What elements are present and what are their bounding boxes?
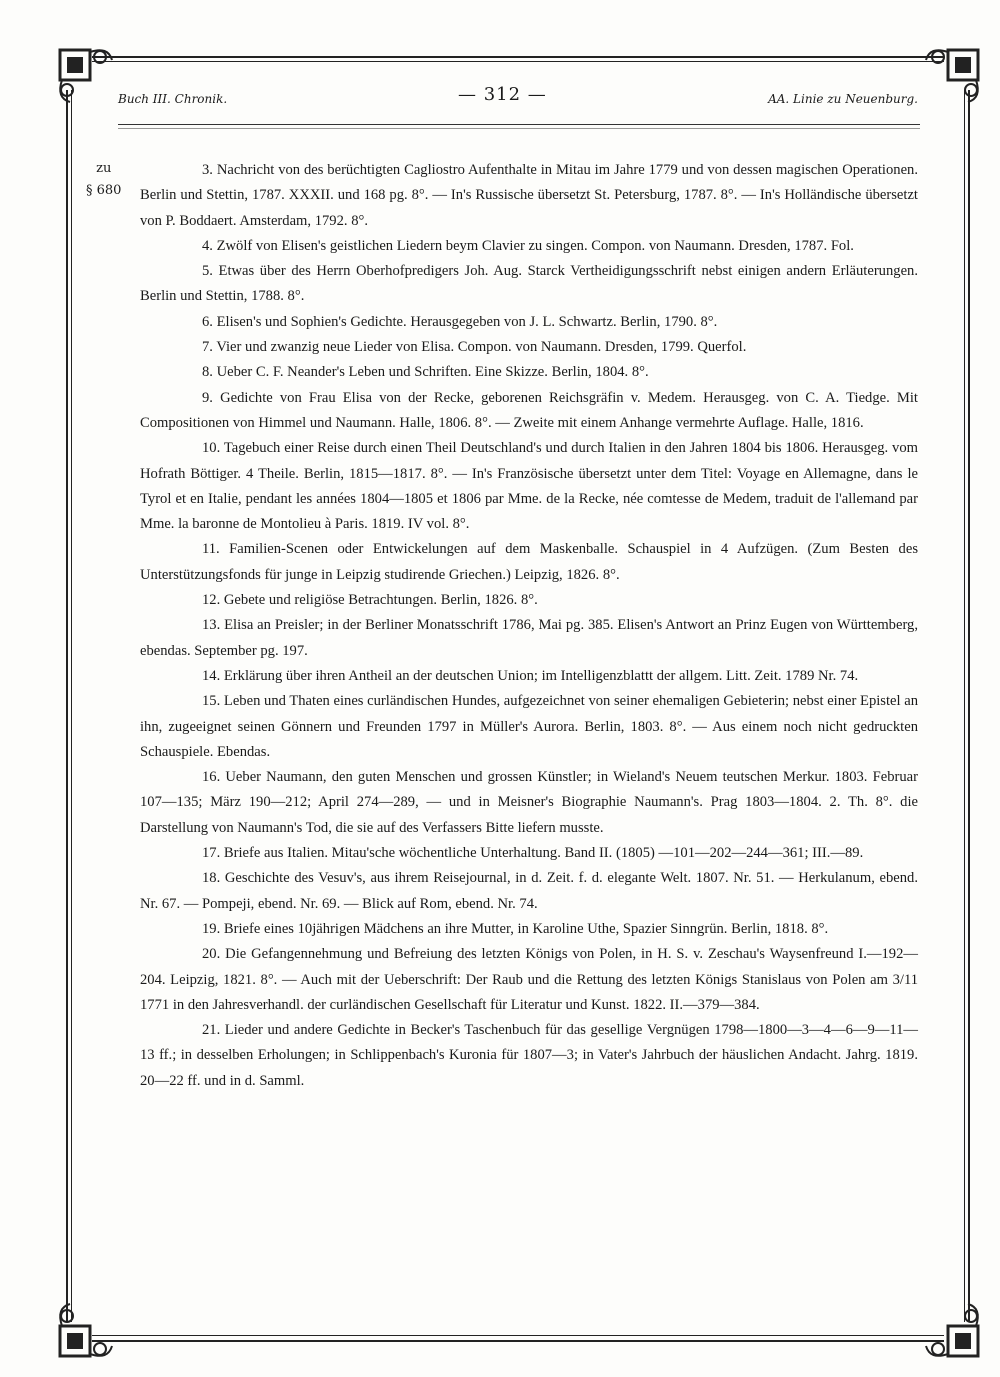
page-number: — 312 — (458, 84, 547, 105)
entry-12: 12. Gebete und religiöse Betrachtungen. Berlin, 1826. 8°. (202, 592, 538, 609)
corner-ornament-top-right-icon (924, 42, 986, 104)
entry-15: 15. Leben und Thaten eines curländischen Hundes, aufgezeichnet von seiner ehemaligen Gebieterin; nebst einer Epistel an ihn, zugeeignet seinen Gönnern und Freunden 1797 in Müller's Aurora. Berlin, 1803. 8°. — Aus einem noch nicht gedruckten Schauspiele. Ebendas. (140, 693, 918, 760)
entry-11: 11. Familien-Scenen oder Entwickelungen auf dem Maskenballe. Schauspiel in 4 Aufzügen. (Zum Besten des Unterstützungsfonds für junge in Leipzig studirende Griechen.) Leipzig, 1826. 8°. (140, 541, 918, 583)
frame-bottom-line (92, 1340, 944, 1342)
entry-10: 10. Tagebuch einer Reise durch einen Theil Deutschland's und durch Italien in den Jahren 1804 bis 1806. Herausgeg. vom Hofrath Böttiger. 4 Theile. Berlin, 1815—1817. 8°. — In's Französische übersetzt unter dem Titel: Voyage en Allemagne, dans le Tyrol et en Italie, pendant les années 1804—1805 et 1806 par Mme. de la Recke, née comtesse de Medem, traduit de l'allemand par Mme. la baronne de Montolieu à Paris. 1819. IV vol. 8°. (140, 440, 918, 533)
entry-13: 13. Elisa an Preisler; in der Berliner Monatsschrift 1786, Mai pg. 385. Elisen's Antwort an Prinz Eugen von Württemberg, ebendas. September pg. 197. (140, 617, 918, 659)
entry-8: 8. Ueber C. F. Neander's Leben und Schriften. Eine Skizze. Berlin, 1804. 8°. (202, 364, 649, 381)
running-header (118, 84, 918, 112)
header-rule-thin (118, 128, 920, 129)
corner-ornament-top-left-icon (52, 42, 114, 104)
margin-note (86, 158, 121, 202)
entry-19: 19. Briefe eines 10jährigen Mädchens an ihre Mutter, in Karoline Uthe, Spazier Sinngrün. Berlin, 1818. 8°. (202, 920, 829, 937)
entry-14: 14. Erklärung über ihren Antheil an der deutschen Union; im Intelligenzblattt der allgem. Litt. Zeit. 1789 Nr. 74. (202, 667, 859, 684)
frame-bottom-line-inner (92, 1335, 944, 1336)
header-book-chronicle: Buch III. Chronik. (118, 92, 228, 106)
entry-16: 16. Ueber Naumann, den guten Menschen und grossen Künstler; in Wieland's Neuem teutschen Merkur. 1803. Februar 107—135; März 190—212; April 274—289, — und in Meisner's Biographie Naumann's. Prag 1803—1804. 2. Th. 8°. die Darstellung von Naumann's Tod, die sie auf des Verfassers Bitte liefern musste. (140, 769, 918, 836)
entry-20: 20. Die Gefangennehmung und Befreiung des letzten Königs von Polen, in H. S. v. Zeschau's Waysenfreund I.—192—204. Leipzig, 1821. 8°. — Auch mit der Ueberschrift: Der Raub und die Rettung des letzten Königs Stanislaus von Polen am 3/11 1771 in den Jahresverhandl. der curländischen Gesellschaft für Literatur und Kunst. 1822. II.—379—384. (140, 946, 918, 1013)
frame-left-line (66, 90, 68, 1322)
entry-3: 3. Nachricht von des berüchtigten Cagliostro Aufenthalte in Mitau im Jahre 1779 und von dessen magischen Operationen. Berlin und Stettin, 1787. XXXII. und 168 pg. 8°. — In's Russische übersetzt St. Petersburg, 1787. 8°. — In's Holländische übersetzt von P. Boddaert. Amsterdam, 1792. 8°. (140, 162, 918, 229)
entry-18: 18. Geschichte des Vesuv's, aus ihrem Reisejournal, in d. Zeit. f. d. elegante Welt. 1807. Nr. 51. — Herkulanum, ebend. Nr. 67. — Pompeji, ebend. Nr. 69. — Blick auf Rom, ebend. Nr. 74. (140, 870, 918, 912)
entry-9: 9. Gedichte von Frau Elisa von der Recke, geborenen Reichsgräfin v. Medem. Herausgeg. von C. A. Tiedge. Mit Compositionen von Himmel und Naumann. Halle, 1806. 8°. — Zweite mit einem Anhange vermehrte Auflage. Halle, 1816. (140, 389, 918, 431)
margin-note-zu: zu (96, 161, 112, 176)
header-lineage: AA. Linie zu Neuenburg. (768, 92, 918, 106)
entry-6: 6. Elisen's und Sophien's Gedichte. Herausgegeben von J. L. Schwartz. Berlin, 1790. 8°. (202, 313, 718, 330)
corner-ornament-bottom-left-icon (52, 1302, 114, 1364)
corner-ornament-bottom-right-icon (924, 1302, 986, 1364)
frame-top-line-inner (92, 61, 944, 62)
entry-4: 4. Zwölf von Elisen's geistlichen Liedern beym Clavier zu singen. Compon. von Naumann. Dresden, 1787. Fol. (202, 237, 854, 254)
frame-right-line-inner (964, 90, 965, 1322)
frame-top-line (92, 56, 944, 58)
frame-right-line (968, 90, 970, 1322)
entry-7: 7. Vier und zwanzig neue Lieder von Elisa. Compon. von Naumann. Dresden, 1799. Querfol. (202, 339, 747, 356)
entry-17: 17. Briefe aus Italien. Mitau'sche wöchentliche Unterhaltung. Band II. (1805) —101—202—244—361; III.—89. (202, 845, 864, 862)
entry-21: 21. Lieder und andere Gedichte in Becker's Taschenbuch für das gesellige Vergnügen 1798—1800—3—4—6—9—11—13 ff.; in desselben Erholungen; in Schlippenbach's Kuronia für 1807—3; in Vater's Jahrbuch der häuslichen Andacht. Jahrg. 1819. 20—22 ff. und in d. Samml. (140, 1022, 918, 1089)
frame-left-line-inner (71, 90, 72, 1322)
margin-note-section: § 680 (86, 183, 122, 198)
header-rule (118, 124, 920, 125)
entry-5: 5. Etwas über des Herrn Oberhofpredigers Joh. Aug. Starck Vertheidigungsschrift nebst einigen andern Erläuterungen. Berlin und Stettin, 1788. 8°. (140, 263, 918, 305)
bibliography-list (140, 158, 918, 1094)
